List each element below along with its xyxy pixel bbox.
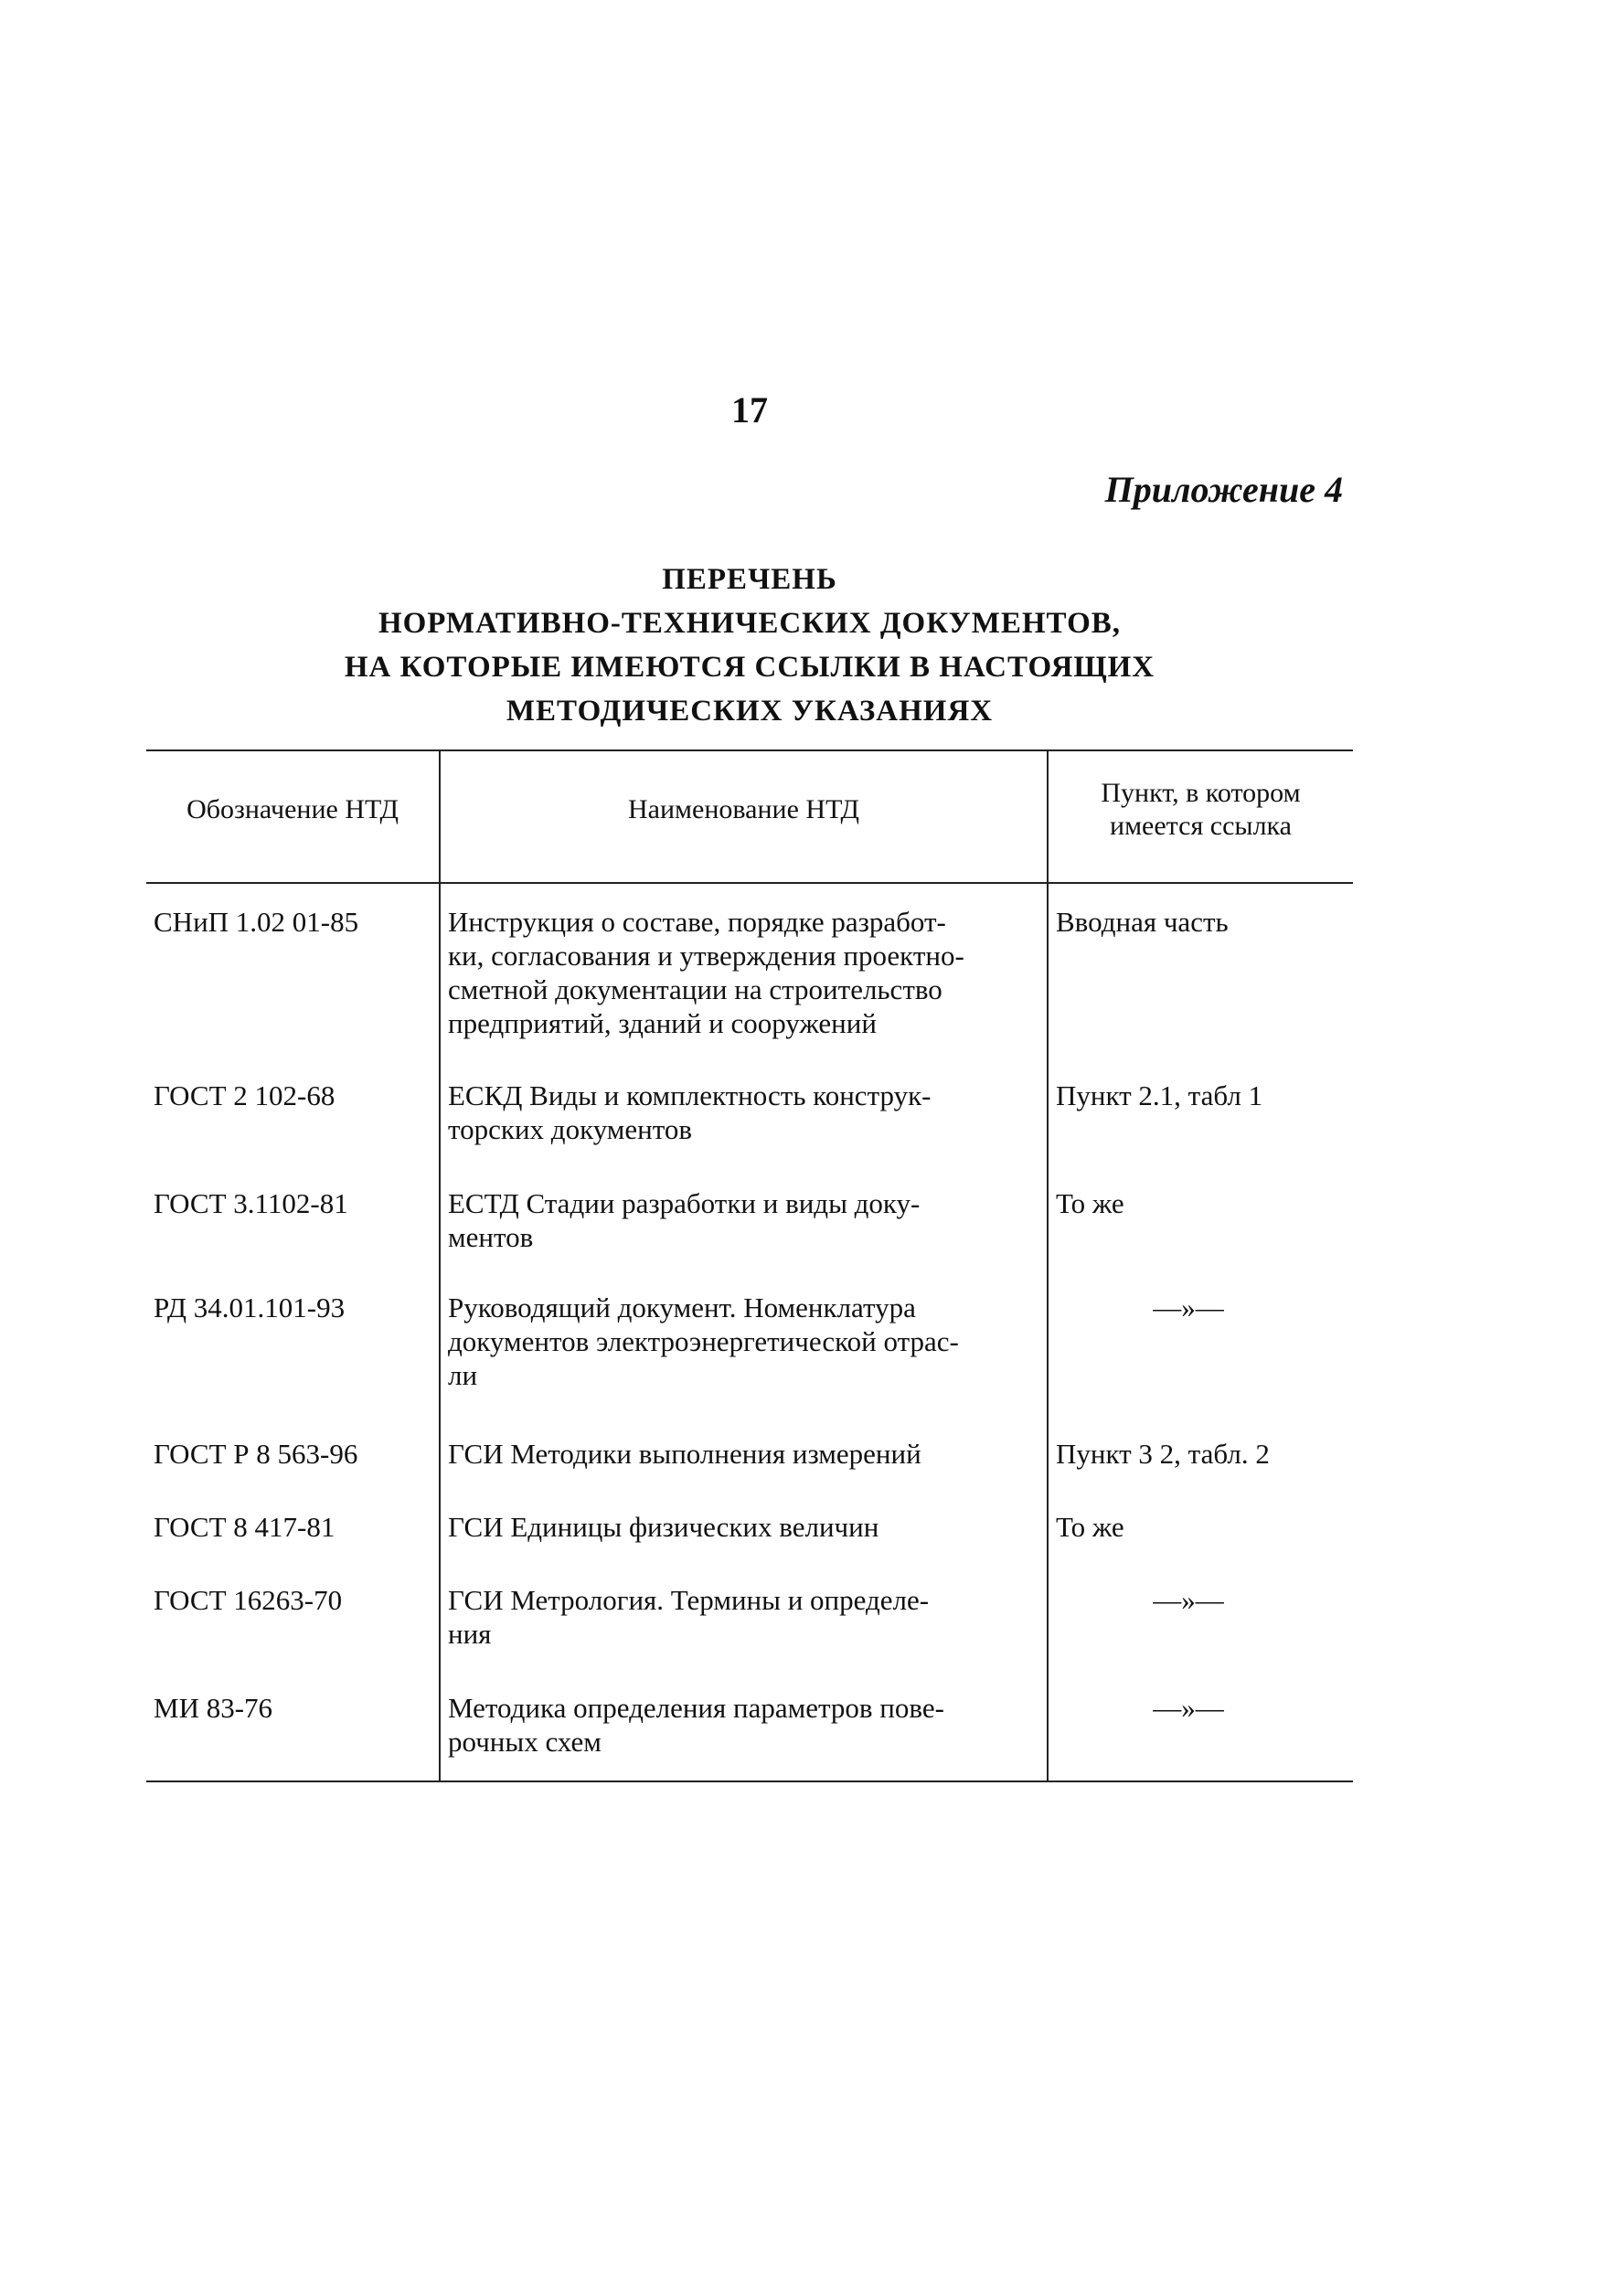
header-bottom-rule	[146, 882, 1353, 884]
page-number: 17	[731, 389, 768, 430]
title-line: ПЕРЕЧЕНЬ	[662, 563, 837, 596]
row-name-line: рочных схем	[448, 1726, 602, 1758]
header-name: Наименование НТД	[628, 794, 859, 824]
row-name-line: ЕСТД Стадии разработки и виды доку-	[448, 1187, 921, 1219]
row-name-line: ки, согласования и утверждения проектно-	[448, 940, 964, 972]
row-name-line: сметной документации на строительство	[448, 973, 942, 1005]
row-name-line: Методика определения параметров пове-	[448, 1692, 944, 1724]
header-clause-line: Пункт, в котором	[1101, 778, 1301, 808]
row-name-line: ГСИ Единицы физических величин	[448, 1511, 879, 1543]
row-name-line: ГСИ Методики выполнения измерений	[448, 1438, 921, 1470]
appendix-label: Приложение 4	[1104, 469, 1343, 510]
row-clause: —»—	[1153, 1292, 1224, 1323]
table-top-rule	[146, 749, 1353, 751]
row-name-line: ГСИ Метрология. Термины и определе-	[448, 1584, 930, 1616]
row-designation: РД 34.01.101-93	[154, 1292, 346, 1323]
row-name	[448, 1079, 1060, 1146]
row-name	[448, 1291, 1060, 1392]
header-designation: Обозначение НТД	[186, 794, 399, 824]
row-designation: ГОСТ 8 417-81	[154, 1511, 335, 1543]
column-divider-1	[439, 749, 441, 1782]
row-name-line: Руководящий документ. Номенклатура	[448, 1292, 916, 1323]
title-line: НА КОТОРЫЕ ИМЕЮТСЯ ССЫЛКИ В НАСТОЯЩИХ	[344, 651, 1155, 684]
row-name-line: ли	[448, 1359, 478, 1391]
row-clause: То же	[1056, 1511, 1124, 1543]
row-designation: ГОСТ 16263-70	[154, 1584, 343, 1616]
row-name-line: торских документов	[448, 1113, 693, 1145]
row-name	[448, 1437, 1060, 1471]
row-name-line: предприятий, зданий и сооружений	[448, 1007, 877, 1039]
row-name	[448, 1186, 1060, 1254]
row-name	[448, 905, 1060, 1040]
row-name-line: Инструкция о составе, порядке разработ-	[448, 906, 946, 938]
document-title	[274, 558, 1225, 733]
row-clause: Пункт 2.1, табл 1	[1056, 1079, 1263, 1111]
row-name-line: ния	[448, 1618, 492, 1650]
ntd-table	[146, 749, 1353, 1782]
row-clause: То же	[1056, 1187, 1124, 1219]
header-clause-line: имеется ссылка	[1110, 811, 1292, 841]
row-clause: Вводная часть	[1056, 906, 1229, 938]
title-line: НОРМАТИВНО-ТЕХНИЧЕСКИХ ДОКУМЕНТОВ,	[378, 607, 1122, 640]
header-clause	[1049, 777, 1353, 843]
row-name-line: ментов	[448, 1221, 534, 1253]
row-clause: —»—	[1153, 1692, 1224, 1724]
row-clause: —»—	[1153, 1584, 1224, 1616]
row-designation: ГОСТ 2 102-68	[154, 1079, 335, 1111]
row-designation: ГОСТ Р 8 563-96	[154, 1438, 358, 1470]
row-clause: Пункт 3 2, табл. 2	[1056, 1438, 1270, 1470]
title-line: МЕТОДИЧЕСКИХ УКАЗАНИЯХ	[506, 695, 994, 728]
row-designation: МИ 83-76	[154, 1692, 273, 1724]
row-name-line: ЕСКД Виды и комплектность конструк-	[448, 1079, 932, 1111]
row-name	[448, 1691, 1060, 1759]
row-name	[448, 1510, 1060, 1544]
table-bottom-rule	[146, 1780, 1353, 1782]
row-name-line: документов электроэнергетической отрас-	[448, 1325, 959, 1357]
row-designation: ГОСТ 3.1102-81	[154, 1187, 348, 1219]
row-designation: СНиП 1.02 01-85	[154, 906, 359, 938]
row-name	[448, 1583, 1060, 1651]
